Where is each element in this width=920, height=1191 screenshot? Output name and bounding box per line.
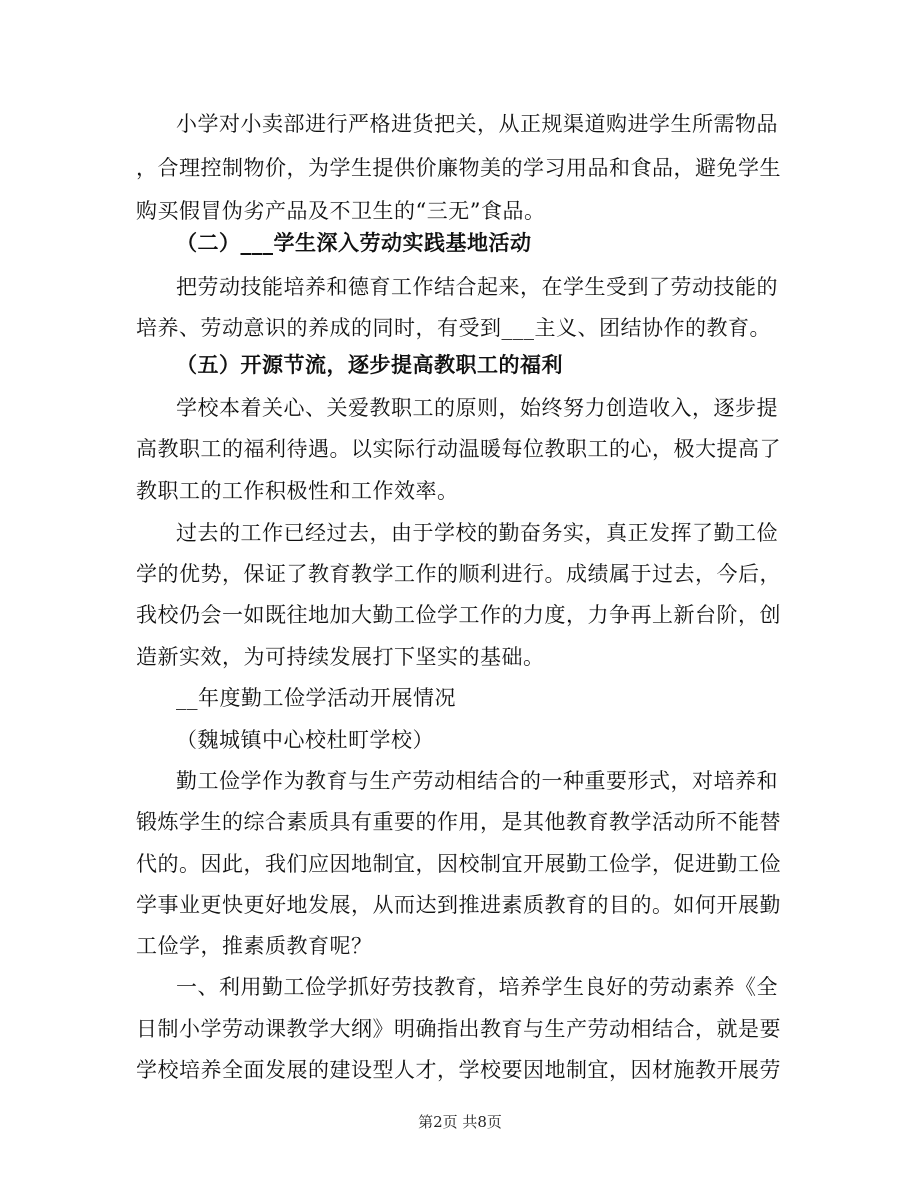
text-line: 购买假冒伪劣产品及不卫生的“三无”食品。	[136, 199, 546, 223]
text-line: ，合理控制物价，为学生提供价廉物美的学习用品和食品，避免学生	[136, 156, 781, 180]
text-line: 日制小学劳动课教学大纲》明确指出教育与生产劳动相结合，就是要	[136, 1017, 781, 1041]
text-line: 工俭学，推素质教育呢？	[136, 934, 373, 958]
text-line: 一、利用勤工俭学抓好劳技教育，培养学生良好的劳动素养《全	[176, 975, 778, 999]
section-heading: （五）开源节流，逐步提高教职工的福利	[176, 353, 563, 377]
text-line: 学的优势，保证了教育教学工作的顺利进行。成绩属于过去，今后，	[136, 562, 781, 586]
text-line: 教职工的工作积极性和工作效率。	[136, 479, 459, 503]
text-line: 造新实效，为可持续发展打下坚实的基础。	[136, 645, 545, 669]
section-heading: （二）___学生深入劳动实践基地活动	[176, 231, 532, 255]
page-number: 第2页 共8页	[418, 1113, 502, 1131]
article-title: __年度勤工俭学活动开展情况	[176, 686, 456, 710]
text-line: 学校本着关心、关爱教职工的原则，始终努力创造收入，逐步提	[176, 396, 778, 420]
article-subtitle: （魏城镇中心校杜町学校）	[176, 728, 434, 752]
text-line: 高教职工的福利待遇。以实际行动温暖每位教职工的心，极大提高了	[136, 437, 781, 461]
text-line: 我校仍会一如既往地加大勤工俭学工作的力度，力争再上新台阶，创	[136, 603, 781, 627]
text-line: 勤工俭学作为教育与生产劳动相结合的一种重要形式，对培养和	[176, 769, 778, 793]
text-line: 培养、劳动意识的养成的同时，有受到___主义、团结协作的教育。	[136, 316, 771, 340]
text-line: 过去的工作已经过去，由于学校的勤奋务实，真正发挥了勤工俭	[176, 521, 778, 545]
text-line: 代的。因此，我们应因地制宜，因校制宜开展勤工俭学，促进勤工俭	[136, 852, 781, 876]
text-line: 学校培养全面发展的建设型人才，学校要因地制宜，因材施教开展劳	[136, 1058, 781, 1082]
text-line: 把劳动技能培养和德育工作结合起来，在学生受到了劳动技能的	[176, 275, 778, 299]
text-line: 学事业更快更好地发展，从而达到推进素质教育的目的。如何开展勤	[136, 893, 781, 917]
text-line: 小学对小卖部进行严格进货把关，从正规渠道购进学生所需物品	[176, 112, 778, 136]
text-line: 锻炼学生的综合素质具有重要的作用，是其他教育教学活动所不能替	[136, 810, 781, 834]
